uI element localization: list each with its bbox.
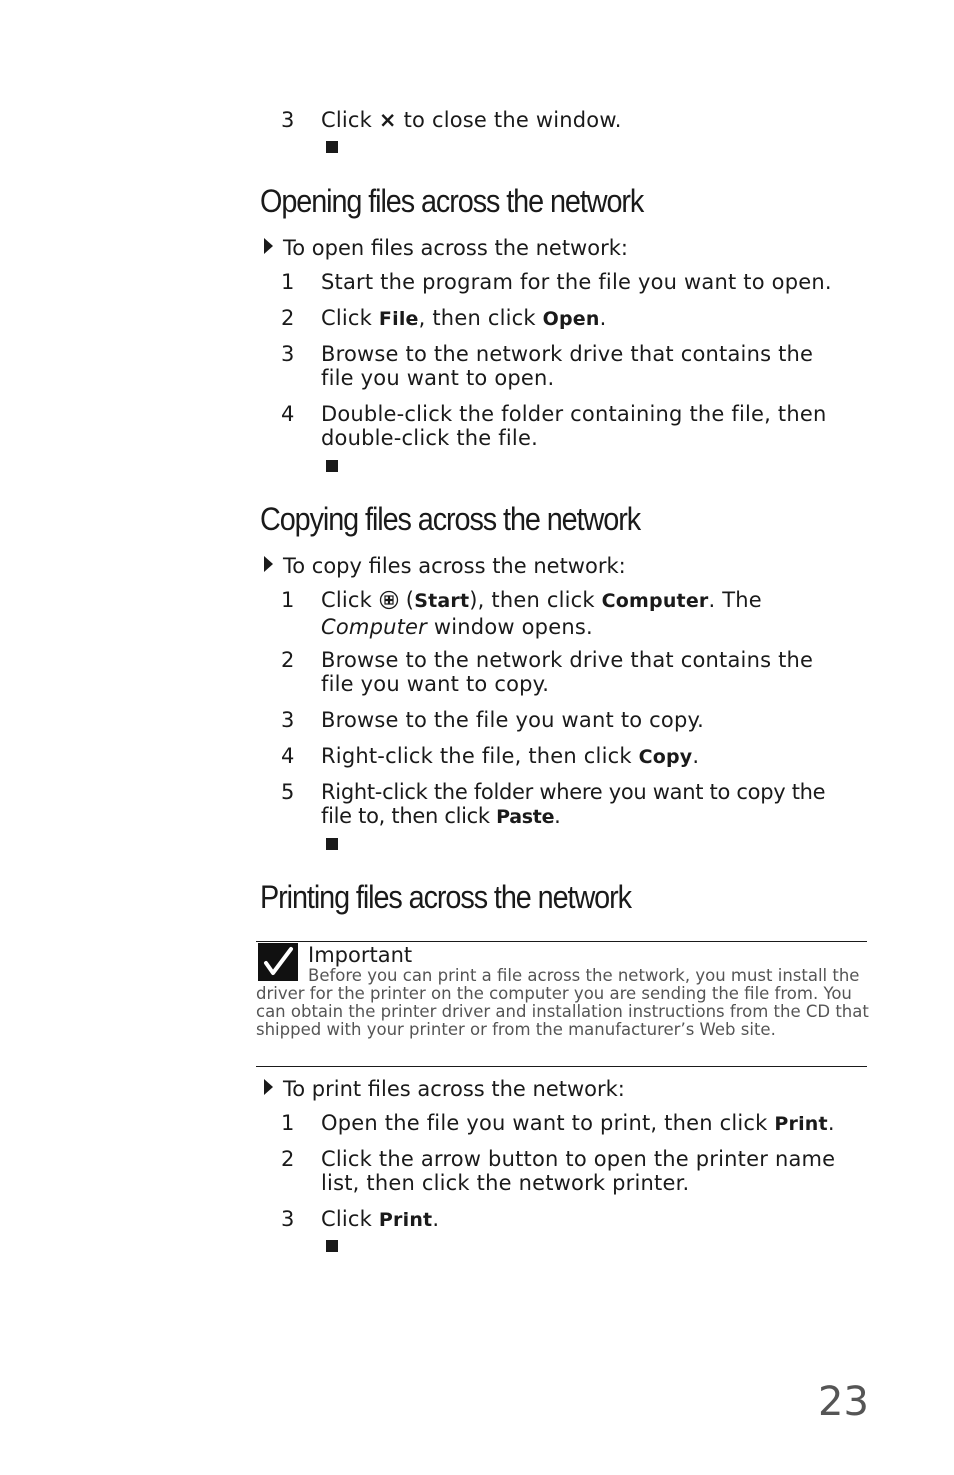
step-text: Click the arrow button to open the printer name list, then click the network printer.: [321, 1147, 836, 1195]
windows-start-icon: [379, 590, 399, 615]
step-number: 3: [281, 342, 295, 366]
step-text: Right-click the file, then click Copy.: [321, 744, 700, 768]
section-heading-opening: Opening files across the network: [260, 183, 644, 219]
menu-label-file: File: [378, 308, 419, 330]
procedure-arrow-icon: [264, 238, 273, 254]
section-heading-printing: Printing files across the network: [260, 879, 631, 915]
step-number: 3: [281, 708, 295, 732]
procedure-arrow-icon: [264, 1079, 273, 1095]
note-bottom-rule: [256, 1066, 867, 1067]
section-end-mark: [326, 838, 338, 850]
step-number: 1: [281, 270, 295, 294]
section-end-mark: [326, 460, 338, 472]
step-text: Double-click the folder containing the file, then double-click the file.: [321, 402, 827, 450]
menu-label-computer: Computer: [601, 590, 709, 612]
procedure-intro: To open files across the network:: [283, 236, 628, 260]
step-number: 3: [281, 108, 295, 132]
step-number: 2: [281, 306, 295, 330]
step-number: 4: [281, 744, 295, 768]
step-number: 1: [281, 1111, 295, 1135]
menu-label-paste: Paste: [496, 806, 555, 828]
menu-label-copy: Copy: [638, 746, 693, 768]
step-number: 2: [281, 648, 295, 672]
procedure-intro: To print files across the network:: [283, 1077, 625, 1101]
step-text: Click (Start), then click Computer. The Computer window opens.: [321, 588, 762, 639]
section-end-mark: [326, 141, 338, 153]
step-text: Browse to the network drive that contains the file you want to copy.: [321, 648, 814, 696]
step-text: Click × to close the window.: [321, 108, 622, 132]
procedure-intro: To copy files across the network:: [283, 554, 626, 578]
section-end-mark: [326, 1240, 338, 1252]
step-number: 5: [281, 780, 295, 804]
step-text: Start the program for the file you want to open.: [321, 270, 832, 294]
step-text: Browse to the network drive that contains the file you want to open.: [321, 342, 814, 390]
page-number: 23: [818, 1379, 869, 1425]
step-number: 2: [281, 1147, 295, 1171]
close-x-icon: ×: [378, 108, 397, 132]
step-number: 1: [281, 588, 295, 612]
menu-label-print: Print: [774, 1113, 828, 1135]
step-number: 3: [281, 1207, 295, 1231]
note-body: Before you can print a file across the network, you must install the driver for the printer on the computer you are sending the file from. You can obtain the printer driver and installation instructions from the CD that shipped with your printer or from the manufacturer’s Web site.: [256, 966, 869, 1039]
step-text: Click Print.: [321, 1207, 440, 1231]
step-text: Click File, then click Open.: [321, 306, 607, 330]
note-title: Important: [308, 943, 413, 967]
menu-label-print: Print: [378, 1209, 433, 1231]
menu-label-open: Open: [542, 308, 600, 330]
step-text: Right-click the folder where you want to copy the file to, then click Paste.: [321, 780, 826, 828]
section-heading-copying: Copying files across the network: [260, 501, 641, 537]
step-text: Browse to the file you want to copy.: [321, 708, 705, 732]
procedure-arrow-icon: [264, 556, 273, 572]
note-top-rule: [256, 941, 867, 942]
menu-label-start: Start: [414, 590, 470, 612]
step-text: Open the file you want to print, then click Print.: [321, 1111, 835, 1135]
step-number: 4: [281, 402, 295, 426]
